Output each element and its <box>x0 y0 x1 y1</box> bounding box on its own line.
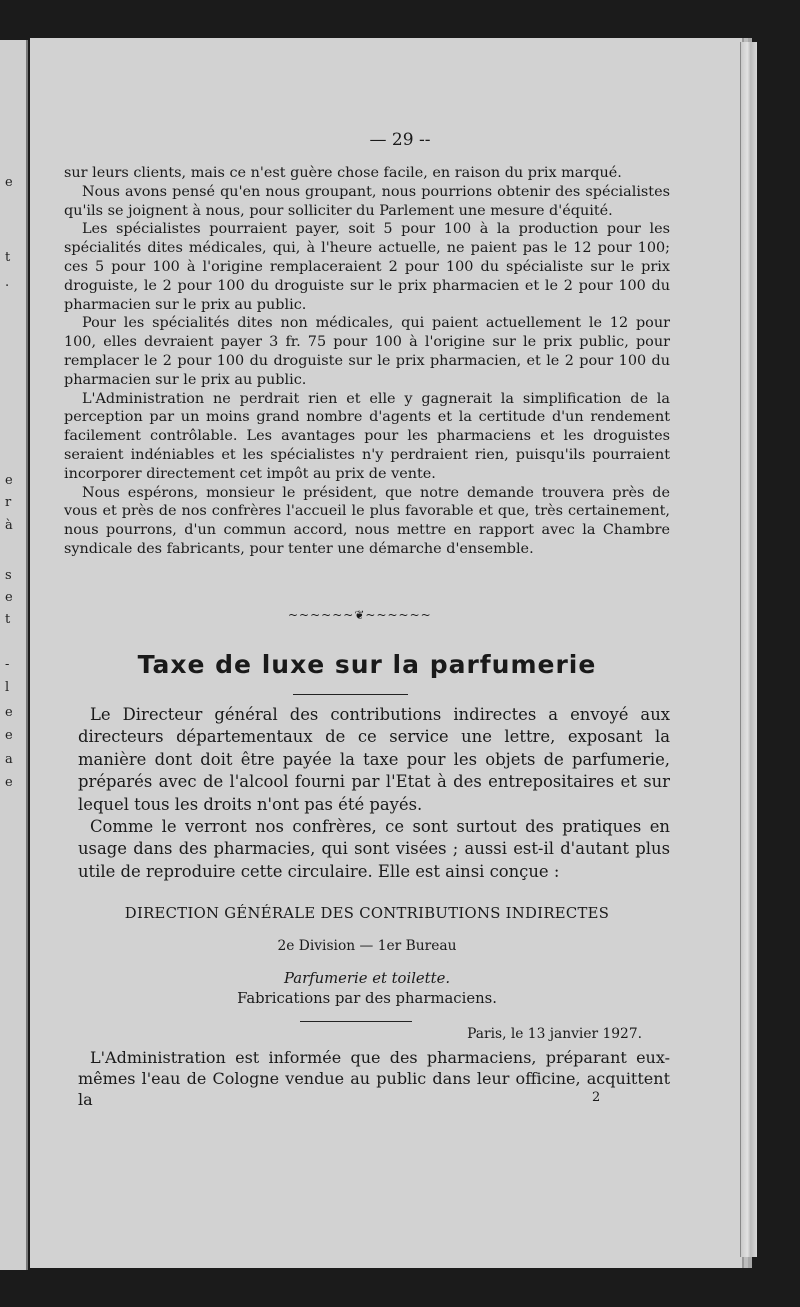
paragraph: sur leurs clients, mais ce n'est guère chose facile, en raison du prix marqué. <box>64 165 622 181</box>
paragraph: Le Directeur général des contributions indirectes a envoyé aux directeurs départementaux de ce service une lettre, exposant la manière dont doit être payée la taxe pour les objets de parfumerie, préparés avec de l'alcool fourni par l'Etat à des entrepositaires et sur lequel tous les droits n'ont pas été payés. <box>78 705 670 814</box>
paragraph: L'Administration ne perdrait rien et elle y gagnerait la simplification de la perception par un moins grand nombre d'agents et la certitude d'un rendement facilement contrôlable. Les avantages pour les pharmaciens et les droguistes seraient indéniables et les spécialistes n'y perdraient rien, puisqu'ils pourraient incorporer directement cet impôt au prix de vente. <box>64 390 670 482</box>
margin-char: e <box>5 175 13 190</box>
page-number: — 29 -- <box>369 130 431 150</box>
margin-char: . <box>5 275 10 290</box>
document-page <box>30 38 742 1268</box>
paragraph: Les spécialistes pourraient payer, soit 5 pour 100 à la production pour les spécialités dites médicales, qui, à l'heure actuelle, ne paient pas le 12 pour 100; ces 5 pour 100 à l'origine remplaceraient 2 pour 100 du spécialiste sur le prix droguiste, le 2 pour 100 du droguiste sur le prix pharmacien et le 2 pour 100 du pharmacien sur le prix au public. <box>64 221 670 313</box>
paragraph: Comme le verront nos confrères, ce sont surtout des pratiques en usage dans des pharmacies, qui sont visées ; aussi est-il d'autant plus utile de reproduire cette circulaire. Elle est ainsi conçue : <box>78 817 670 881</box>
paragraph: L'Administration est informée que des pharmaciens, préparant eux-mêmes l'eau de Cologne vendue au public dans leur officine, acquittent la <box>78 1048 670 1109</box>
circular-subject: Fabrications par des pharmaciens. <box>237 990 497 1007</box>
ornamental-divider: ~~~~~~❦~~~~~~ <box>288 608 432 622</box>
circular-division: 2e Division — 1er Bureau <box>277 938 457 954</box>
paragraph: Pour les spécialités dites non médicales, qui paient actuellement le 12 pour 100, elles devraient payer 3 fr. 75 pour 100 à l'origine sur le prix public, pour remplacer le 2 pour 100 du droguiste sur le prix pharmacien, et le 2 pour 100 du pharmacien sur le prix au public. <box>64 315 670 388</box>
title-underline-rule <box>293 694 408 695</box>
margin-char: e <box>5 473 13 488</box>
margin-char: e <box>5 590 13 605</box>
circular-subject-italic: Parfumerie et toilette. <box>283 970 451 987</box>
margin-char: s <box>5 568 12 583</box>
margin-char: r <box>5 495 12 510</box>
circular-rule <box>300 1021 412 1022</box>
circular-date: Paris, le 13 janvier 1927. <box>467 1026 642 1042</box>
margin-char: t <box>5 612 11 627</box>
page-stack-edge <box>740 42 757 1257</box>
paragraph: Nous espérons, monsieur le président, que notre demande trouvera près de vous et près de nos confrères l'accueil le plus favorable et que, très certainement, nous pourrons, d'un commun accord, nous mettre en rapport avec la Chambre syndicale des fabricants, pour tenter une démarche d'ensemble. <box>64 484 670 557</box>
paragraph: Nous avons pensé qu'en nous groupant, nous pourrions obtenir des spécialistes qu'ils se joignent à nous, pour solliciter du Parlement une mesure d'équité. <box>64 183 670 219</box>
margin-char: a <box>5 752 13 767</box>
section-1-text <box>64 164 670 559</box>
circular-body <box>78 1047 670 1110</box>
margin-char: - <box>5 657 10 672</box>
margin-char: e <box>5 775 13 790</box>
left-page-edge <box>0 40 28 1270</box>
margin-char: à <box>5 518 13 533</box>
margin-char: t <box>5 250 11 265</box>
margin-char: e <box>5 705 13 720</box>
margin-char: e <box>5 728 13 743</box>
margin-char: l <box>5 680 10 695</box>
signature-mark: 2 <box>592 1090 601 1105</box>
circular-header: DIRECTION GÉNÉRALE DES CONTRIBUTIONS INDIRECTES <box>124 905 610 922</box>
section-title: Taxe de luxe sur la parfumerie <box>137 650 597 679</box>
section-2-text <box>78 704 670 883</box>
